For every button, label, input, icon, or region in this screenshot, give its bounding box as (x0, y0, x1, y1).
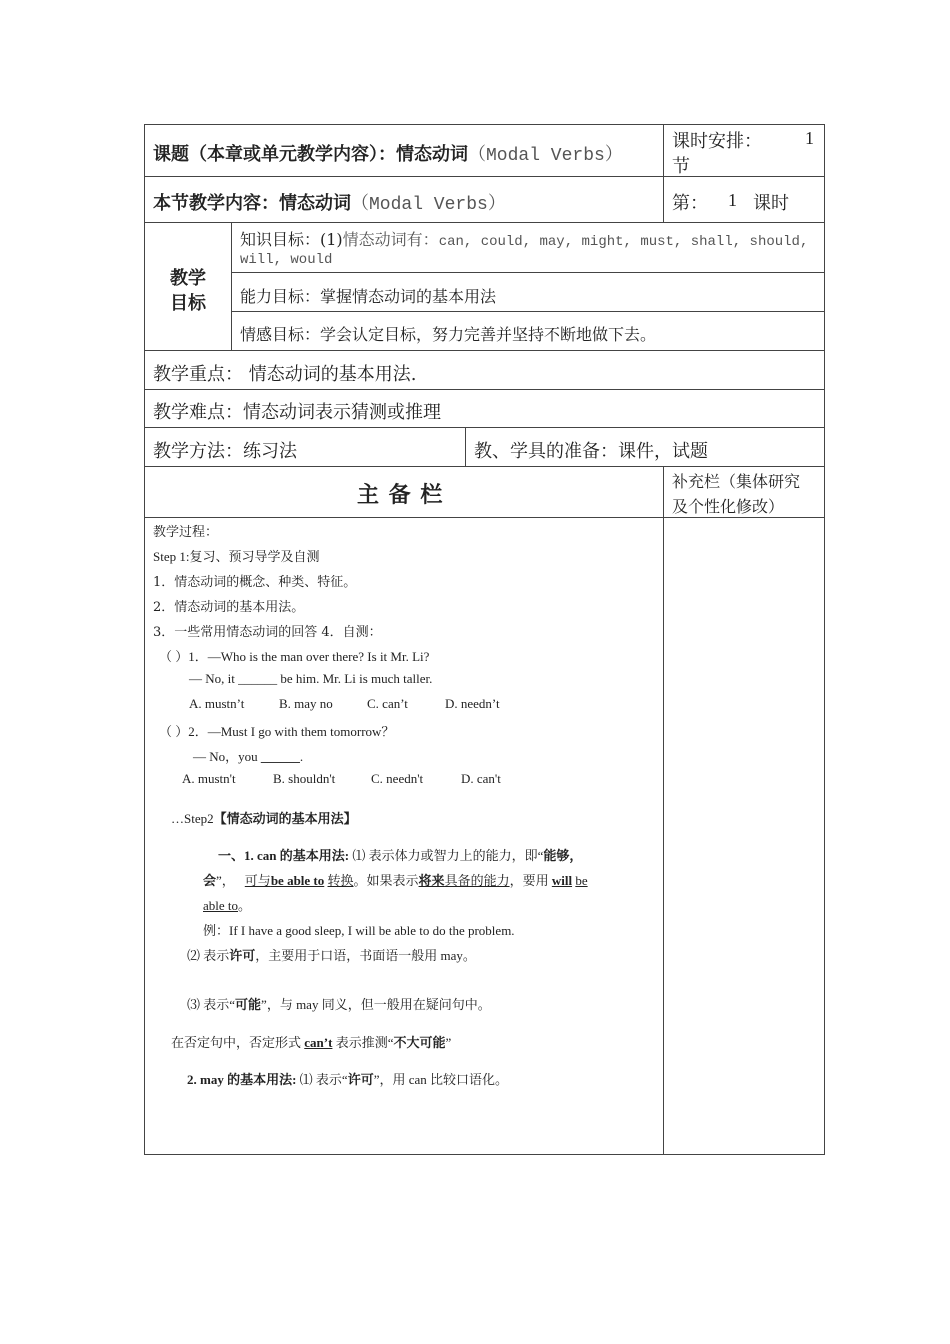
question-1-option: D. needn’t (445, 696, 500, 711)
period-unit: 课时 (753, 193, 789, 214)
side-column-title: 及个性化修改） (672, 497, 785, 516)
can-underlined: 可与 (244, 873, 271, 888)
can-text: ，要用 (509, 873, 549, 888)
question-1-option: B. may no (279, 696, 333, 711)
topic-prefix: 课题（本章或单元教学内容）： (153, 144, 396, 165)
row-divider (145, 350, 824, 351)
can-emphasis: 能够， (543, 848, 583, 863)
row-divider (231, 272, 824, 273)
usage-emphasis: 可能 (235, 997, 262, 1012)
step1-title: Step 1:复习、预习导学及自测 (153, 549, 320, 564)
modal-verb-list: can, could, may, might, must, shall, should, (438, 234, 809, 250)
usage-emphasis: 不大可能 (393, 1035, 446, 1050)
possibility-usage (187, 994, 491, 1013)
row-divider (145, 176, 824, 177)
hours-label: 课时安排： (672, 131, 762, 152)
question-1-option: A. mustn’t (189, 696, 245, 711)
permission-usage (187, 945, 476, 964)
usage-text: ，主要用于口语，书面语一般用 may。 (255, 948, 476, 963)
topic-title (153, 140, 623, 166)
row-divider (145, 389, 824, 390)
can-text: ⑴ 表示体力或智力上的能力，即“ (352, 848, 544, 863)
example-sentence: 例：If I have a good sleep, I will be able to do the problem. (203, 923, 515, 938)
can-underlined: be (575, 873, 588, 888)
question-2: （ ）2．—Must I go with them tomorrow？ (159, 724, 395, 739)
column-divider (231, 222, 232, 350)
section-name: 情态动词 (279, 193, 351, 214)
list-item: 3．一些常用情态动词的回答 4．自测： (153, 625, 382, 640)
can-emphasis: 会 (203, 873, 217, 888)
question-2-option: D. can't (461, 771, 501, 786)
usage-emphasis: 许可 (229, 948, 256, 963)
emotion-goal: 情感目标：学会认定目标，努力完善并坚持不断地做下去。 (240, 325, 657, 344)
section-title (153, 189, 506, 215)
usage-emphasis: 许可 (347, 1072, 374, 1087)
list-item: 2．情态动词的基本用法。 (153, 600, 305, 615)
question-1-reply: — No, it ______ be him. Mr. Li is much taller. (189, 671, 433, 686)
reply-text: . (299, 749, 304, 764)
can-underlined: be able to (270, 873, 325, 888)
may-usage (187, 1069, 508, 1088)
can-usage-line (218, 845, 582, 864)
period-value: 1 (728, 190, 737, 210)
column-divider (465, 427, 466, 466)
section-prefix: 本节教学内容： (153, 193, 279, 214)
can-usage-line (203, 870, 588, 889)
step2-title (171, 808, 357, 827)
reply-text: — No，you (193, 749, 261, 764)
side-column-title: 补充栏（集体研究 (672, 472, 801, 491)
can-text: ”， (216, 873, 235, 888)
section-english: （Modal Verbs） (351, 195, 506, 215)
can-underlined: will (551, 873, 573, 888)
row-divider (231, 311, 824, 312)
question-2-option: C. needn't (371, 771, 424, 786)
step2-label: …Step2 (171, 811, 214, 826)
difficulty: 教学难点：情态动词表示猜测或推理 (153, 402, 441, 423)
key-point: 教学重点： 情态动词的基本用法. (153, 364, 417, 385)
period-label: 第： (672, 193, 708, 214)
goals-label: 教学 (170, 268, 206, 289)
usage-text: ⑴ 表示“ (296, 1072, 348, 1087)
can-text: 。 (238, 898, 252, 913)
row-divider (145, 222, 824, 223)
can-underlined: 将来 (418, 873, 445, 888)
usage-text: 表示推测“ (332, 1035, 394, 1050)
question-2-option: B. shouldn't (273, 771, 336, 786)
can-underlined: 具备的能力 (444, 873, 510, 888)
topic-name: 情态动词 (396, 144, 468, 165)
usage-text: ⑵ 表示 (187, 948, 230, 963)
hours-value: 1 (805, 128, 814, 148)
usage-text: ”，与 may 同义，但一般用在疑问句中。 (261, 997, 491, 1012)
teaching-tools: 教、学具的准备：课件，试题 (474, 441, 708, 462)
question-2-option: A. mustn't (182, 771, 236, 786)
knowledge-text: 情态动词有： (342, 230, 439, 249)
process-label: 教学过程： (153, 525, 219, 540)
list-item: 1．情态动词的概念、种类、特征。 (153, 575, 357, 590)
may-title: 2. may 的基本用法: (187, 1072, 297, 1087)
can-underlined: 转换 (327, 873, 354, 888)
question-1: （ ）1．—Who is the man over there? Is it Mr. Li? (159, 649, 430, 664)
goals-label: 目标 (170, 293, 206, 314)
can-title: 一、1. can 的基本用法: (218, 848, 350, 863)
ability-goal: 能力目标：掌握情态动词的基本用法 (240, 287, 497, 306)
can-underlined: able to (203, 898, 239, 913)
topic-english: （Modal Verbs） (468, 146, 623, 166)
can-usage-line (203, 895, 251, 914)
modal-verb-list: will, would (240, 252, 333, 268)
knowledge-prefix: 知识目标：(1) (240, 230, 343, 249)
usage-text: 在否定句中，否定形式 (171, 1035, 305, 1050)
negative-usage (171, 1032, 451, 1051)
question-1-option: C. can’t (367, 696, 408, 711)
hours-unit: 节 (672, 156, 690, 177)
can-text: 。如果表示 (353, 873, 419, 888)
usage-emphasis: can’t (304, 1035, 333, 1050)
row-divider (145, 517, 824, 518)
row-divider (145, 466, 824, 467)
usage-text: ” (445, 1035, 452, 1050)
row-divider (145, 427, 824, 428)
answer-blank: ______ (260, 749, 300, 764)
teaching-method: 教学方法：练习法 (153, 441, 297, 462)
usage-text: ”，用 can 比较口语化。 (373, 1072, 509, 1087)
column-divider (663, 466, 664, 1155)
question-2-reply (193, 746, 303, 765)
step2-heading: 【情态动词的基本用法】 (213, 811, 357, 826)
usage-text: ⑶ 表示“ (187, 997, 236, 1012)
main-column-title: 主 备 栏 (357, 482, 444, 508)
knowledge-goal (240, 227, 808, 250)
column-divider (663, 125, 664, 222)
